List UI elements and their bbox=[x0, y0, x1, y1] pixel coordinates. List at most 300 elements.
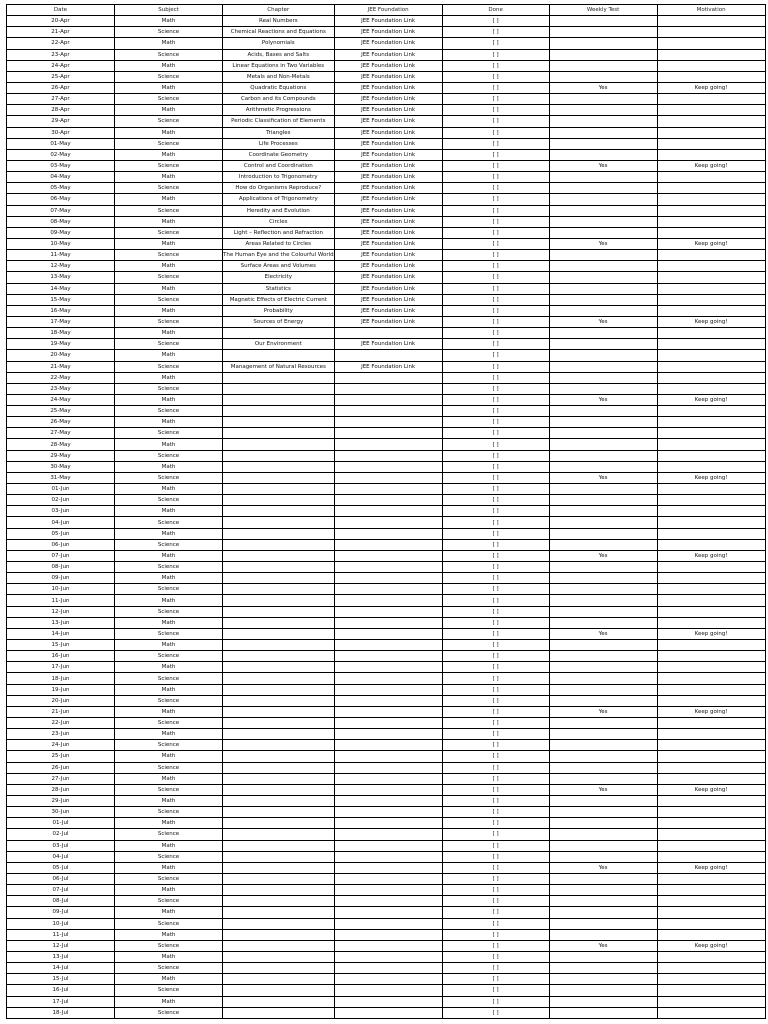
chapter-cell bbox=[223, 617, 335, 628]
chapter-cell: Real Numbers bbox=[223, 16, 335, 27]
table-row bbox=[7, 205, 766, 216]
done-checkbox[interactable]: [ ] bbox=[442, 127, 549, 138]
weekly-test-cell bbox=[549, 417, 657, 428]
jee-foundation-link[interactable]: JEE Foundation Link bbox=[334, 238, 442, 249]
weekly-test-cell bbox=[549, 250, 657, 261]
weekly-test-cell bbox=[549, 339, 657, 350]
subject-cell: Math bbox=[115, 372, 223, 383]
motivation-cell bbox=[657, 350, 765, 361]
jee-foundation-link[interactable]: JEE Foundation Link bbox=[334, 172, 442, 183]
done-checkbox[interactable]: [ ] bbox=[442, 896, 549, 907]
done-checkbox[interactable]: [ ] bbox=[442, 840, 549, 851]
date-cell: 27-Jun bbox=[7, 773, 115, 784]
motivation-cell bbox=[657, 662, 765, 673]
jee-foundation-link bbox=[334, 907, 442, 918]
done-checkbox[interactable]: [ ] bbox=[442, 38, 549, 49]
chapter-cell: Heredity and Evolution bbox=[223, 205, 335, 216]
date-cell: 02-May bbox=[7, 149, 115, 160]
done-checkbox[interactable]: [ ] bbox=[442, 907, 549, 918]
weekly-test-cell bbox=[549, 105, 657, 116]
done-checkbox[interactable]: [ ] bbox=[442, 105, 549, 116]
done-checkbox[interactable]: [ ] bbox=[442, 261, 549, 272]
date-cell: 08-Jul bbox=[7, 896, 115, 907]
jee-foundation-link[interactable]: JEE Foundation Link bbox=[334, 194, 442, 205]
done-checkbox[interactable]: [ ] bbox=[442, 194, 549, 205]
weekly-test-cell bbox=[549, 205, 657, 216]
done-checkbox[interactable]: [ ] bbox=[442, 862, 549, 873]
motivation-cell bbox=[657, 27, 765, 38]
date-cell: 06-May bbox=[7, 194, 115, 205]
jee-foundation-link bbox=[334, 417, 442, 428]
subject-cell: Science bbox=[115, 361, 223, 372]
weekly-test-cell bbox=[549, 595, 657, 606]
done-checkbox[interactable]: [ ] bbox=[442, 517, 549, 528]
done-checkbox[interactable]: [ ] bbox=[442, 818, 549, 829]
chapter-cell bbox=[223, 495, 335, 506]
done-checkbox[interactable]: [ ] bbox=[442, 673, 549, 684]
jee-foundation-link bbox=[334, 506, 442, 517]
done-checkbox[interactable]: [ ] bbox=[442, 216, 549, 227]
done-checkbox[interactable]: [ ] bbox=[442, 350, 549, 361]
motivation-cell bbox=[657, 762, 765, 773]
done-checkbox[interactable]: [ ] bbox=[442, 963, 549, 974]
jee-foundation-link[interactable]: JEE Foundation Link bbox=[334, 94, 442, 105]
weekly-test-cell bbox=[549, 272, 657, 283]
motivation-cell bbox=[657, 49, 765, 60]
table-row bbox=[7, 684, 766, 695]
done-checkbox[interactable]: [ ] bbox=[442, 1007, 549, 1018]
done-checkbox[interactable]: [ ] bbox=[442, 684, 549, 695]
done-checkbox[interactable]: [ ] bbox=[442, 606, 549, 617]
done-checkbox[interactable]: [ ] bbox=[442, 951, 549, 962]
motivation-cell bbox=[657, 105, 765, 116]
motivation-cell bbox=[657, 328, 765, 339]
date-cell: 01-May bbox=[7, 138, 115, 149]
done-checkbox[interactable]: [ ] bbox=[442, 138, 549, 149]
jee-foundation-link[interactable]: JEE Foundation Link bbox=[334, 16, 442, 27]
date-cell: 10-Jun bbox=[7, 584, 115, 595]
subject-cell: Math bbox=[115, 840, 223, 851]
chapter-cell bbox=[223, 862, 335, 873]
weekly-test-cell bbox=[549, 38, 657, 49]
table-row bbox=[7, 316, 766, 327]
date-cell: 09-Jul bbox=[7, 907, 115, 918]
subject-cell: Math bbox=[115, 417, 223, 428]
jee-foundation-link[interactable]: JEE Foundation Link bbox=[334, 272, 442, 283]
done-checkbox[interactable]: [ ] bbox=[442, 851, 549, 862]
header-chapter: Chapter bbox=[223, 5, 335, 16]
weekly-test-cell bbox=[549, 1007, 657, 1018]
chapter-cell: Management of Natural Resources bbox=[223, 361, 335, 372]
jee-foundation-link[interactable]: JEE Foundation Link bbox=[334, 305, 442, 316]
done-checkbox[interactable]: [ ] bbox=[442, 595, 549, 606]
date-cell: 18-Jun bbox=[7, 673, 115, 684]
table-row bbox=[7, 918, 766, 929]
done-checkbox[interactable]: [ ] bbox=[442, 238, 549, 249]
weekly-test-cell bbox=[549, 751, 657, 762]
done-checkbox[interactable]: [ ] bbox=[442, 918, 549, 929]
jee-foundation-link[interactable]: JEE Foundation Link bbox=[334, 160, 442, 171]
chapter-cell bbox=[223, 450, 335, 461]
motivation-cell bbox=[657, 562, 765, 573]
table-row bbox=[7, 807, 766, 818]
table-row bbox=[7, 862, 766, 873]
chapter-cell bbox=[223, 762, 335, 773]
jee-foundation-link[interactable]: JEE Foundation Link bbox=[334, 38, 442, 49]
date-cell: 04-May bbox=[7, 172, 115, 183]
subject-cell: Math bbox=[115, 573, 223, 584]
done-checkbox[interactable]: [ ] bbox=[442, 472, 549, 483]
jee-foundation-link[interactable]: JEE Foundation Link bbox=[334, 60, 442, 71]
done-checkbox[interactable]: [ ] bbox=[442, 16, 549, 27]
done-checkbox[interactable]: [ ] bbox=[442, 305, 549, 316]
done-checkbox[interactable]: [ ] bbox=[442, 829, 549, 840]
motivation-cell bbox=[657, 149, 765, 160]
weekly-test-cell bbox=[549, 506, 657, 517]
done-checkbox[interactable]: [ ] bbox=[442, 27, 549, 38]
done-checkbox[interactable]: [ ] bbox=[442, 372, 549, 383]
jee-foundation-link[interactable]: JEE Foundation Link bbox=[334, 71, 442, 82]
done-checkbox[interactable]: [ ] bbox=[442, 82, 549, 93]
subject-cell: Science bbox=[115, 628, 223, 639]
jee-foundation-link[interactable]: JEE Foundation Link bbox=[334, 227, 442, 238]
done-checkbox[interactable]: [ ] bbox=[442, 628, 549, 639]
header-subject: Subject bbox=[115, 5, 223, 16]
done-checkbox[interactable]: [ ] bbox=[442, 985, 549, 996]
weekly-test-cell bbox=[549, 985, 657, 996]
date-cell: 21-Apr bbox=[7, 27, 115, 38]
date-cell: 17-Jul bbox=[7, 996, 115, 1007]
subject-cell: Science bbox=[115, 718, 223, 729]
subject-cell: Science bbox=[115, 71, 223, 82]
done-checkbox[interactable]: [ ] bbox=[442, 394, 549, 405]
jee-foundation-link[interactable]: JEE Foundation Link bbox=[334, 183, 442, 194]
done-checkbox[interactable]: [ ] bbox=[442, 417, 549, 428]
date-cell: 31-May bbox=[7, 472, 115, 483]
done-checkbox[interactable]: [ ] bbox=[442, 49, 549, 60]
jee-foundation-link bbox=[334, 729, 442, 740]
done-checkbox[interactable]: [ ] bbox=[442, 706, 549, 717]
weekly-test-cell bbox=[549, 606, 657, 617]
chapter-cell bbox=[223, 773, 335, 784]
header-motivation: Motivation bbox=[657, 5, 765, 16]
weekly-test-cell: Yes bbox=[549, 316, 657, 327]
table-row bbox=[7, 82, 766, 93]
motivation-cell bbox=[657, 873, 765, 884]
motivation-cell: Keep going! bbox=[657, 82, 765, 93]
table-row bbox=[7, 617, 766, 628]
subject-cell: Science bbox=[115, 428, 223, 439]
done-checkbox[interactable]: [ ] bbox=[442, 116, 549, 127]
done-checkbox[interactable]: [ ] bbox=[442, 651, 549, 662]
table-row bbox=[7, 294, 766, 305]
table-row bbox=[7, 461, 766, 472]
done-checkbox[interactable]: [ ] bbox=[442, 807, 549, 818]
jee-foundation-link[interactable]: JEE Foundation Link bbox=[334, 250, 442, 261]
table-row bbox=[7, 149, 766, 160]
jee-foundation-link bbox=[334, 974, 442, 985]
jee-foundation-link[interactable]: JEE Foundation Link bbox=[334, 149, 442, 160]
weekly-test-cell: Yes bbox=[549, 784, 657, 795]
table-row bbox=[7, 27, 766, 38]
table-row bbox=[7, 951, 766, 962]
date-cell: 13-Jun bbox=[7, 617, 115, 628]
table-row bbox=[7, 361, 766, 372]
done-checkbox[interactable]: [ ] bbox=[442, 183, 549, 194]
done-checkbox[interactable]: [ ] bbox=[442, 272, 549, 283]
subject-cell: Science bbox=[115, 205, 223, 216]
motivation-cell bbox=[657, 651, 765, 662]
jee-foundation-link[interactable]: JEE Foundation Link bbox=[334, 361, 442, 372]
table-row bbox=[7, 350, 766, 361]
date-cell: 18-May bbox=[7, 328, 115, 339]
done-checkbox[interactable]: [ ] bbox=[442, 60, 549, 71]
jee-foundation-link bbox=[334, 940, 442, 951]
date-cell: 17-May bbox=[7, 316, 115, 327]
motivation-cell bbox=[657, 573, 765, 584]
date-cell: 04-Jun bbox=[7, 517, 115, 528]
jee-foundation-link[interactable]: JEE Foundation Link bbox=[334, 49, 442, 60]
done-checkbox[interactable]: [ ] bbox=[442, 94, 549, 105]
done-checkbox[interactable]: [ ] bbox=[442, 562, 549, 573]
jee-foundation-link[interactable]: JEE Foundation Link bbox=[334, 216, 442, 227]
motivation-cell bbox=[657, 985, 765, 996]
table-row bbox=[7, 762, 766, 773]
motivation-cell bbox=[657, 840, 765, 851]
weekly-test-cell bbox=[549, 294, 657, 305]
jee-foundation-link bbox=[334, 929, 442, 940]
table-row bbox=[7, 383, 766, 394]
date-cell: 26-Jun bbox=[7, 762, 115, 773]
table-row bbox=[7, 595, 766, 606]
done-checkbox[interactable]: [ ] bbox=[442, 71, 549, 82]
jee-foundation-link bbox=[334, 818, 442, 829]
motivation-cell bbox=[657, 439, 765, 450]
jee-foundation-link bbox=[334, 450, 442, 461]
done-checkbox[interactable]: [ ] bbox=[442, 339, 549, 350]
jee-foundation-link bbox=[334, 740, 442, 751]
weekly-test-cell: Yes bbox=[549, 628, 657, 639]
jee-foundation-link[interactable]: JEE Foundation Link bbox=[334, 316, 442, 327]
done-checkbox[interactable]: [ ] bbox=[442, 729, 549, 740]
done-checkbox[interactable]: [ ] bbox=[442, 940, 549, 951]
motivation-cell bbox=[657, 517, 765, 528]
jee-foundation-link[interactable]: JEE Foundation Link bbox=[334, 138, 442, 149]
done-checkbox[interactable]: [ ] bbox=[442, 617, 549, 628]
subject-cell: Math bbox=[115, 283, 223, 294]
done-checkbox[interactable]: [ ] bbox=[442, 461, 549, 472]
done-checkbox[interactable]: [ ] bbox=[442, 718, 549, 729]
done-checkbox[interactable]: [ ] bbox=[442, 795, 549, 806]
jee-foundation-link bbox=[334, 439, 442, 450]
done-checkbox[interactable]: [ ] bbox=[442, 751, 549, 762]
done-checkbox[interactable]: [ ] bbox=[442, 406, 549, 417]
weekly-test-cell bbox=[549, 49, 657, 60]
done-checkbox[interactable]: [ ] bbox=[442, 974, 549, 985]
subject-cell: Math bbox=[115, 305, 223, 316]
table-row bbox=[7, 194, 766, 205]
done-checkbox[interactable]: [ ] bbox=[442, 740, 549, 751]
chapter-cell bbox=[223, 506, 335, 517]
header-weekly-test: Weekly Test bbox=[549, 5, 657, 16]
done-checkbox[interactable]: [ ] bbox=[442, 996, 549, 1007]
jee-foundation-link bbox=[334, 562, 442, 573]
done-checkbox[interactable]: [ ] bbox=[442, 250, 549, 261]
done-checkbox[interactable]: [ ] bbox=[442, 316, 549, 327]
done-checkbox[interactable]: [ ] bbox=[442, 495, 549, 506]
motivation-cell bbox=[657, 183, 765, 194]
subject-cell: Science bbox=[115, 383, 223, 394]
motivation-cell bbox=[657, 361, 765, 372]
done-checkbox[interactable]: [ ] bbox=[442, 640, 549, 651]
chapter-cell bbox=[223, 472, 335, 483]
jee-foundation-link bbox=[334, 394, 442, 405]
date-cell: 20-May bbox=[7, 350, 115, 361]
weekly-test-cell: Yes bbox=[549, 862, 657, 873]
weekly-test-cell bbox=[549, 695, 657, 706]
motivation-cell bbox=[657, 673, 765, 684]
chapter-cell: Electricity bbox=[223, 272, 335, 283]
motivation-cell bbox=[657, 695, 765, 706]
motivation-cell bbox=[657, 339, 765, 350]
motivation-cell bbox=[657, 16, 765, 27]
date-cell: 29-May bbox=[7, 450, 115, 461]
motivation-cell bbox=[657, 116, 765, 127]
date-cell: 23-Apr bbox=[7, 49, 115, 60]
date-cell: 11-May bbox=[7, 250, 115, 261]
date-cell: 26-May bbox=[7, 417, 115, 428]
chapter-cell: How do Organisms Reproduce? bbox=[223, 183, 335, 194]
done-checkbox[interactable]: [ ] bbox=[442, 773, 549, 784]
weekly-test-cell: Yes bbox=[549, 238, 657, 249]
table-row bbox=[7, 484, 766, 495]
done-checkbox[interactable]: [ ] bbox=[442, 439, 549, 450]
table-row bbox=[7, 372, 766, 383]
done-checkbox[interactable]: [ ] bbox=[442, 784, 549, 795]
done-checkbox[interactable]: [ ] bbox=[442, 450, 549, 461]
table-row bbox=[7, 718, 766, 729]
jee-foundation-link[interactable]: JEE Foundation Link bbox=[334, 27, 442, 38]
date-cell: 20-Apr bbox=[7, 16, 115, 27]
jee-foundation-link[interactable]: JEE Foundation Link bbox=[334, 82, 442, 93]
done-checkbox[interactable]: [ ] bbox=[442, 160, 549, 171]
subject-cell: Science bbox=[115, 294, 223, 305]
date-cell: 05-Jul bbox=[7, 862, 115, 873]
chapter-cell bbox=[223, 929, 335, 940]
chapter-cell bbox=[223, 729, 335, 740]
done-checkbox[interactable]: [ ] bbox=[442, 584, 549, 595]
chapter-cell bbox=[223, 394, 335, 405]
done-checkbox[interactable]: [ ] bbox=[442, 550, 549, 561]
done-checkbox[interactable]: [ ] bbox=[442, 573, 549, 584]
jee-foundation-link[interactable]: JEE Foundation Link bbox=[334, 105, 442, 116]
motivation-cell bbox=[657, 38, 765, 49]
done-checkbox[interactable]: [ ] bbox=[442, 172, 549, 183]
jee-foundation-link[interactable]: JEE Foundation Link bbox=[334, 294, 442, 305]
jee-foundation-link[interactable]: JEE Foundation Link bbox=[334, 261, 442, 272]
table-row bbox=[7, 49, 766, 60]
date-cell: 21-May bbox=[7, 361, 115, 372]
done-checkbox[interactable]: [ ] bbox=[442, 929, 549, 940]
done-checkbox[interactable]: [ ] bbox=[442, 873, 549, 884]
done-checkbox[interactable]: [ ] bbox=[442, 328, 549, 339]
jee-foundation-link[interactable]: JEE Foundation Link bbox=[334, 127, 442, 138]
done-checkbox[interactable]: [ ] bbox=[442, 695, 549, 706]
jee-foundation-link[interactable]: JEE Foundation Link bbox=[334, 116, 442, 127]
date-cell: 13-May bbox=[7, 272, 115, 283]
date-cell: 24-May bbox=[7, 394, 115, 405]
motivation-cell bbox=[657, 71, 765, 82]
chapter-cell bbox=[223, 573, 335, 584]
header-date: Date bbox=[7, 5, 115, 16]
subject-cell: Math bbox=[115, 149, 223, 160]
subject-cell: Math bbox=[115, 484, 223, 495]
chapter-cell: Linear Equations in Two Variables bbox=[223, 60, 335, 71]
motivation-cell bbox=[657, 729, 765, 740]
table-row bbox=[7, 974, 766, 985]
date-cell: 14-Jul bbox=[7, 963, 115, 974]
done-checkbox[interactable]: [ ] bbox=[442, 484, 549, 495]
chapter-cell: Statistics bbox=[223, 283, 335, 294]
table-row bbox=[7, 238, 766, 249]
done-checkbox[interactable]: [ ] bbox=[442, 885, 549, 896]
date-cell: 16-May bbox=[7, 305, 115, 316]
jee-foundation-link[interactable]: JEE Foundation Link bbox=[334, 283, 442, 294]
motivation-cell: Keep going! bbox=[657, 706, 765, 717]
done-checkbox[interactable]: [ ] bbox=[442, 149, 549, 160]
table-row bbox=[7, 439, 766, 450]
done-checkbox[interactable]: [ ] bbox=[442, 762, 549, 773]
done-checkbox[interactable]: [ ] bbox=[442, 528, 549, 539]
subject-cell: Math bbox=[115, 818, 223, 829]
jee-foundation-link bbox=[334, 1007, 442, 1018]
done-checkbox[interactable]: [ ] bbox=[442, 662, 549, 673]
chapter-cell: Magnetic Effects of Electric Current bbox=[223, 294, 335, 305]
date-cell: 06-Jun bbox=[7, 539, 115, 550]
jee-foundation-link[interactable]: JEE Foundation Link bbox=[334, 205, 442, 216]
jee-foundation-link[interactable]: JEE Foundation Link bbox=[334, 339, 442, 350]
done-checkbox[interactable]: [ ] bbox=[442, 383, 549, 394]
done-checkbox[interactable]: [ ] bbox=[442, 361, 549, 372]
done-checkbox[interactable]: [ ] bbox=[442, 506, 549, 517]
done-checkbox[interactable]: [ ] bbox=[442, 539, 549, 550]
done-checkbox[interactable]: [ ] bbox=[442, 294, 549, 305]
jee-foundation-link bbox=[334, 484, 442, 495]
subject-cell: Math bbox=[115, 16, 223, 27]
done-checkbox[interactable]: [ ] bbox=[442, 428, 549, 439]
chapter-cell bbox=[223, 974, 335, 985]
motivation-cell bbox=[657, 372, 765, 383]
date-cell: 30-Jun bbox=[7, 807, 115, 818]
weekly-test-cell bbox=[549, 818, 657, 829]
weekly-test-cell bbox=[549, 729, 657, 740]
weekly-test-cell bbox=[549, 996, 657, 1007]
table-row bbox=[7, 573, 766, 584]
done-checkbox[interactable]: [ ] bbox=[442, 205, 549, 216]
done-checkbox[interactable]: [ ] bbox=[442, 227, 549, 238]
done-checkbox[interactable]: [ ] bbox=[442, 283, 549, 294]
date-cell: 10-Jul bbox=[7, 918, 115, 929]
subject-cell: Math bbox=[115, 461, 223, 472]
weekly-test-cell bbox=[549, 896, 657, 907]
jee-foundation-link bbox=[334, 406, 442, 417]
date-cell: 20-Jun bbox=[7, 695, 115, 706]
subject-cell: Science bbox=[115, 94, 223, 105]
jee-foundation-link bbox=[334, 896, 442, 907]
weekly-test-cell bbox=[549, 361, 657, 372]
motivation-cell bbox=[657, 918, 765, 929]
table-row bbox=[7, 417, 766, 428]
